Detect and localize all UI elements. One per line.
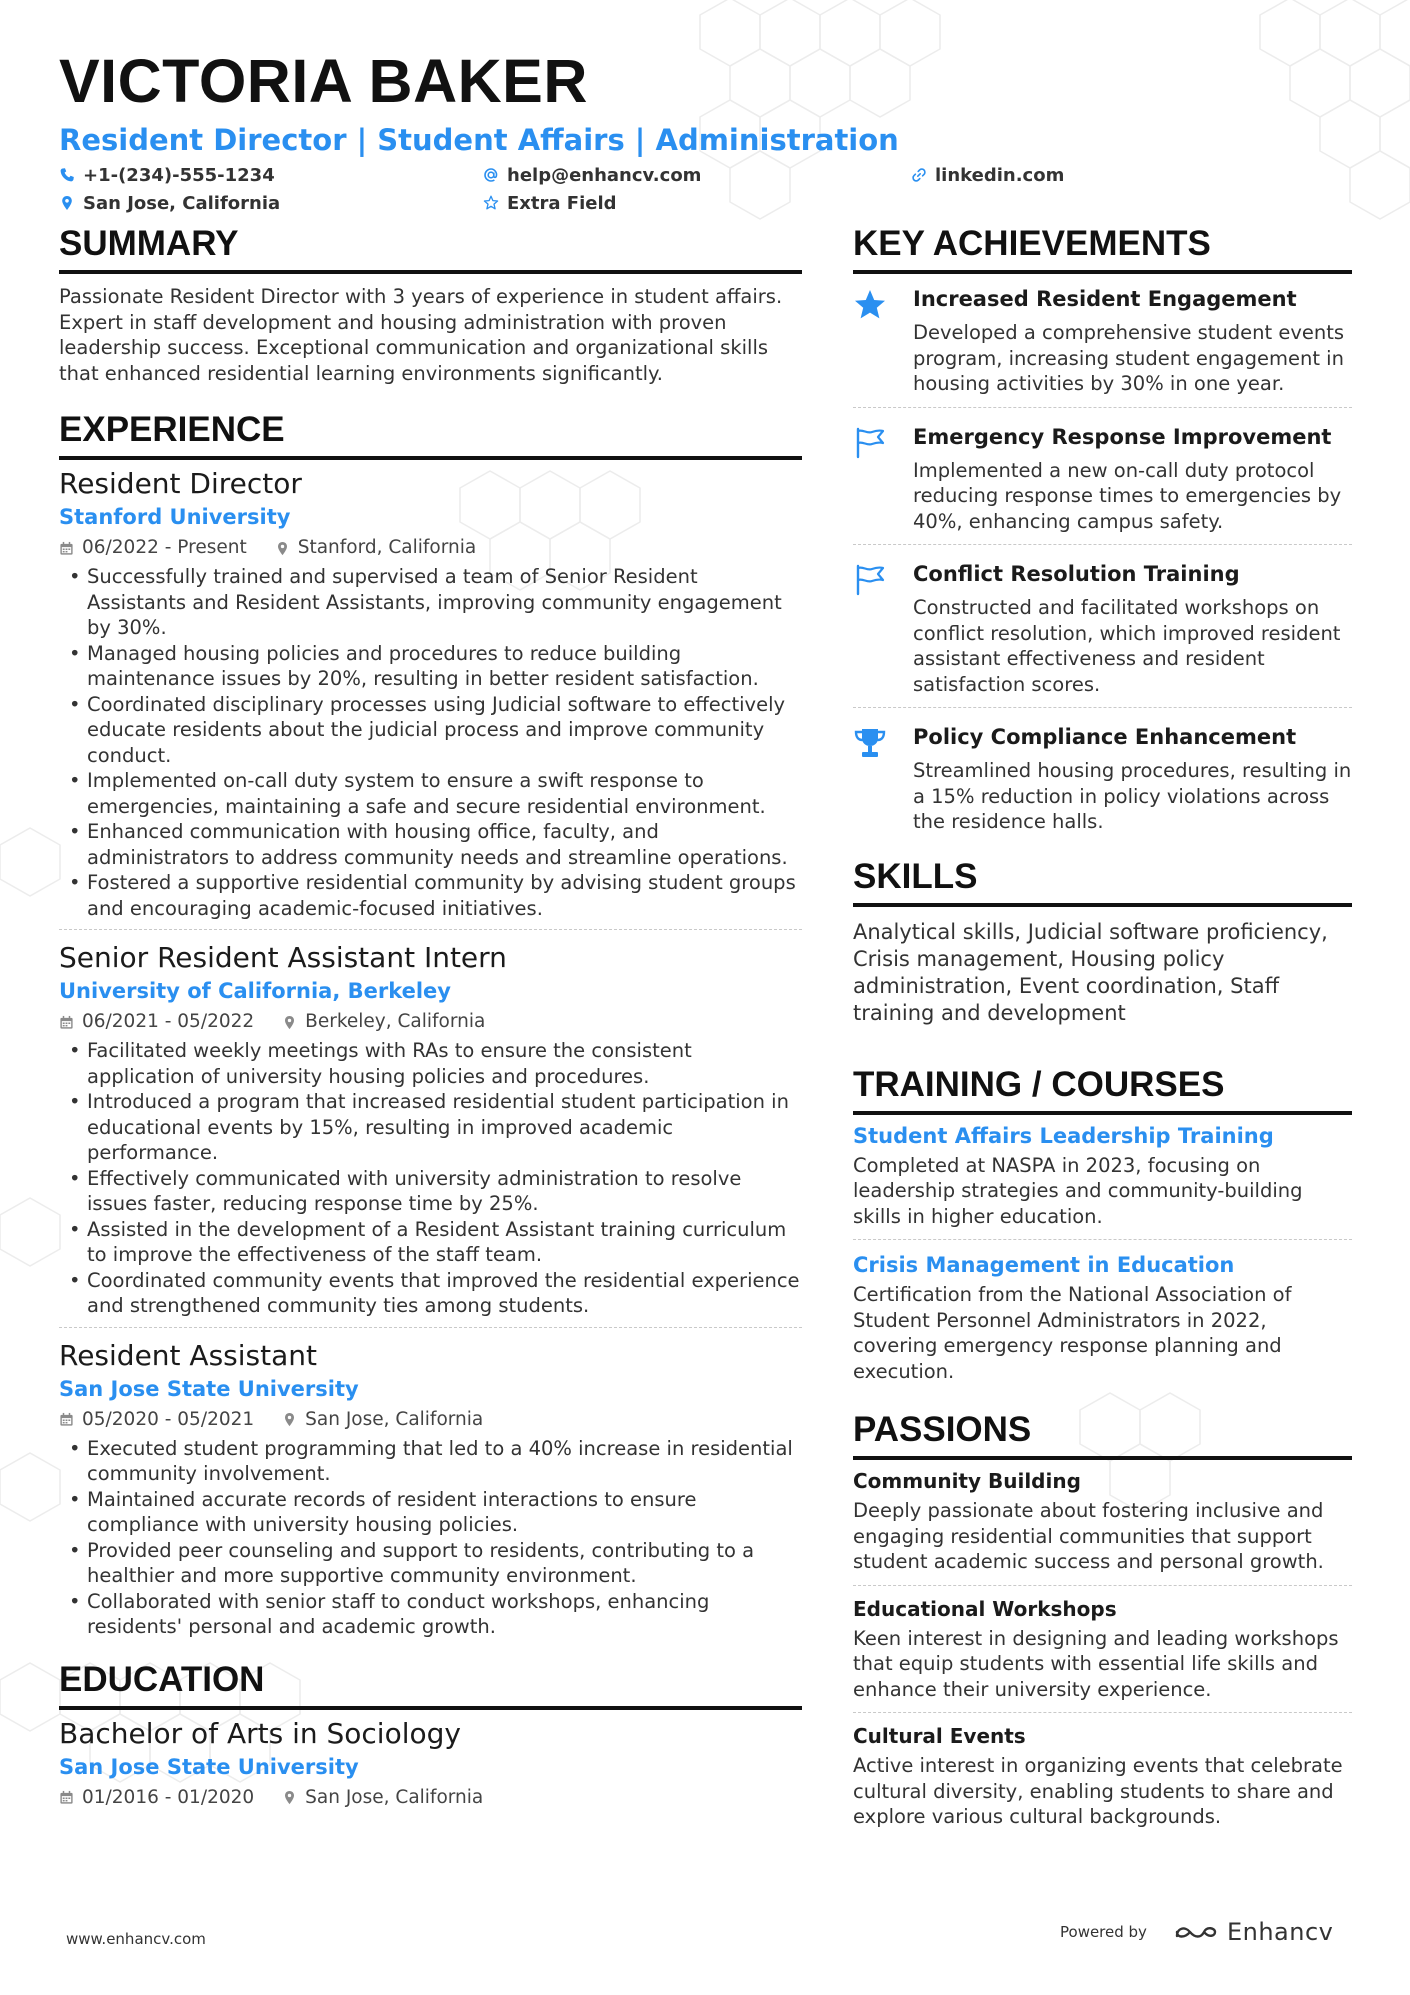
job-bullets — [59, 1038, 802, 1319]
achievement-body — [913, 559, 1352, 697]
experience-section — [59, 408, 802, 1648]
achievement-item — [853, 280, 1352, 408]
bullet-item: • Executed student programming that led to a 40% increase in residential community involvement. — [59, 1436, 802, 1487]
training-section — [853, 1063, 1352, 1395]
map-pin-icon — [59, 195, 75, 211]
job-meta — [59, 534, 802, 562]
skills-title: SKILLS — [853, 855, 1352, 907]
star-outline-icon — [483, 195, 499, 211]
skills-section — [853, 855, 1352, 1027]
summary-section — [59, 222, 802, 386]
extra-field-text: Extra Field — [507, 192, 617, 214]
calendar-icon — [59, 541, 74, 556]
passions-list — [853, 1466, 1352, 1840]
bullet-item: • Enhanced communication with housing office, faculty, and administrators to address community needs and streamline operations. — [59, 819, 802, 870]
achievements-section — [853, 222, 1352, 845]
course-item — [853, 1121, 1352, 1241]
passion-text: Active interest in organizing events that celebrate cultural diversity, enabling students to share and explore various cultural backgrounds. — [853, 1754, 1343, 1828]
passion-text: Keen interest in designing and leading workshops that equip students with essential life skills and enhance their university experience. — [853, 1626, 1339, 1701]
summary-title: SUMMARY — [59, 222, 802, 274]
achievements-title: KEY ACHIEVEMENTS — [853, 222, 1352, 274]
job-location — [275, 534, 477, 562]
right-column — [853, 222, 1352, 1848]
passions-section — [853, 1408, 1352, 1840]
achievement-title: Emergency Response Improvement — [913, 424, 1332, 449]
phone-text: +1-(234)-555-1234 — [83, 164, 275, 186]
passions-title: PASSIONS — [853, 1408, 1352, 1460]
experience-title: EXPERIENCE — [59, 408, 802, 460]
email-text: help@enhancv.com — [507, 164, 702, 186]
bullet-item: • Successfully trained and supervised a team of Senior Resident Assistants and Resident Assistants, improving community engagement by 30%. — [59, 564, 802, 641]
education-location — [282, 1784, 483, 1812]
training-title: TRAINING / COURSES — [853, 1063, 1352, 1115]
footer-website[interactable]: www.enhancv.com — [66, 1930, 206, 1948]
calendar-icon — [59, 1790, 74, 1805]
achievement-title: Policy Compliance Enhancement — [913, 725, 1297, 749]
education-dates — [59, 1784, 254, 1812]
brand-name: Enhancv — [1226, 1918, 1334, 1946]
achievement-body — [913, 284, 1352, 397]
education-location-text: San Jose, California — [305, 1786, 484, 1808]
map-pin-icon — [275, 541, 290, 556]
contact-phone[interactable] — [59, 162, 275, 188]
footer-branding — [1060, 1918, 1333, 1946]
passion-title: Cultural Events — [853, 1724, 1026, 1748]
bullet-item: • Maintained accurate records of resident interactions to ensure compliance with university housing policies. — [59, 1487, 802, 1538]
bullet-item: • Assisted in the development of a Resident Assistant training curriculum to improve the effectiveness of the staff team. — [59, 1217, 802, 1268]
achievement-item — [853, 718, 1352, 845]
passion-item — [853, 1721, 1352, 1840]
achievement-icon-wrap — [853, 284, 913, 397]
job-location — [282, 1406, 483, 1434]
education-dates-text: 01/2016 - 01/2020 — [82, 1786, 255, 1808]
experience-item — [59, 940, 802, 1328]
company-name: Stanford University — [59, 505, 291, 529]
education-title: EDUCATION — [59, 1658, 802, 1710]
calendar-icon — [59, 1015, 74, 1030]
bullet-item: • Introduced a program that increased residential student participation in educational events by 15%, resulting in improved academic performance. — [59, 1089, 802, 1166]
company-name: San Jose State University — [59, 1376, 359, 1401]
contact-extra — [483, 190, 617, 216]
achievement-icon-wrap — [853, 422, 913, 535]
bullet-item: • Provided peer counseling and support to residents, contributing to a healthier and more supportive community environment. — [59, 1538, 802, 1589]
flag-icon — [853, 563, 887, 597]
courses-list — [853, 1121, 1352, 1395]
school-name: San Jose State University — [59, 1754, 359, 1779]
map-pin-icon — [282, 1790, 297, 1805]
course-title: Crisis Management in Education — [853, 1253, 1235, 1277]
education-section — [59, 1658, 802, 1812]
left-column — [59, 222, 802, 1812]
job-dates — [59, 534, 247, 562]
achievement-body — [913, 722, 1352, 835]
job-meta — [59, 1406, 802, 1434]
experience-item — [59, 1338, 802, 1648]
achievement-text: Implemented a new on-call duty protocol reducing response times to emergencies by 40%, enhancing campus safety. — [913, 458, 1342, 533]
job-location-text: Stanford, California — [297, 537, 477, 558]
course-title: Student Affairs Leadership Training — [853, 1123, 1274, 1148]
job-bullets — [59, 564, 802, 921]
map-pin-icon — [282, 1412, 297, 1427]
summary-text: Passionate Resident Director with 3 years of experience in student affairs. Expert in staff development and housing administration with proven leadership success. Exceptional communication and organizational skills that enhanced residential learning environments significantly. — [59, 285, 783, 385]
achievement-icon-wrap — [853, 559, 913, 697]
job-location-text: Berkeley, California — [305, 1011, 486, 1032]
passion-title: Community Building — [853, 1469, 1081, 1493]
job-dates-text: 05/2020 - 05/2021 — [82, 1408, 255, 1430]
achievement-item — [853, 418, 1352, 546]
trophy-icon — [853, 726, 887, 760]
achievement-body — [913, 422, 1352, 535]
map-pin-icon — [282, 1015, 297, 1030]
skills-text: Analytical skills, Judicial software proficiency, Crisis management, Housing policy administration, Event coordination, Staff training and development — [853, 919, 1328, 1025]
achievements-list — [853, 280, 1352, 845]
degree-title: Bachelor of Arts in Sociology — [59, 1716, 461, 1750]
bullet-item: • Coordinated community events that improved the residential experience and strengthened community ties among students. — [59, 1268, 802, 1319]
course-text: Certification from the National Association of Student Personnel Administrators in 2022, covering emergency response planning and execution. — [853, 1283, 1292, 1383]
job-dates-text: 06/2022 - Present — [82, 537, 247, 558]
job-dates-text: 06/2021 - 05/2022 — [82, 1011, 255, 1032]
contact-info — [59, 162, 1359, 222]
bullet-item: • Fostered a supportive residential community by advising student groups and encouraging academic-focused initiatives. — [59, 870, 802, 921]
phone-icon — [59, 167, 75, 183]
bullet-item: • Collaborated with senior staff to conduct workshops, enhancing residents' personal and academic growth. — [59, 1589, 802, 1640]
achievement-icon-wrap — [853, 722, 913, 835]
bullet-item: • Effectively communicated with university administration to resolve issues faster, reducing response time by 25%. — [59, 1166, 802, 1217]
flag-icon — [853, 426, 887, 460]
candidate-headline: Resident Director | Student Affairs | Administration — [59, 123, 899, 157]
bullet-item: • Coordinated disciplinary processes using Judicial software to effectively educate residents about the judicial process and improve community conduct. — [59, 692, 802, 769]
job-title: Resident Director — [59, 467, 302, 500]
contact-linkedin[interactable] — [911, 162, 1064, 188]
candidate-name: VICTORIA BAKER — [59, 47, 588, 115]
course-item — [853, 1250, 1352, 1394]
passion-text: Deeply passionate about fostering inclusive and engaging residential communities that support student academic success and personal growth. — [853, 1499, 1324, 1573]
achievement-item — [853, 555, 1352, 708]
job-bullets — [59, 1436, 802, 1640]
at-icon — [483, 167, 499, 183]
job-location — [282, 1008, 485, 1036]
bullet-item: • Implemented on-call duty system to ensure a swift response to emergencies, maintaining a safe and secure residential environment. — [59, 768, 802, 819]
achievement-text: Developed a comprehensive student events program, increasing student engagement in housing activities by 30% in one year. — [913, 321, 1345, 395]
course-text: Completed at NASPA in 2023, focusing on leadership strategies and community-building skills in higher education. — [853, 1153, 1303, 1228]
linkedin-text: linkedin.com — [935, 164, 1065, 186]
contact-email[interactable] — [483, 162, 701, 188]
achievement-text: Constructed and facilitated workshops on conflict resolution, which improved resident assistant effectiveness and resident satisfaction scores. — [913, 596, 1341, 696]
experience-list — [59, 466, 802, 1648]
job-title: Resident Assistant — [59, 1338, 317, 1372]
powered-by-text: Powered by — [1060, 1923, 1147, 1941]
bullet-item: • Facilitated weekly meetings with RAs to ensure the consistent application of university housing policies and procedures. — [59, 1038, 802, 1089]
job-location-text: San Jose, California — [305, 1408, 484, 1430]
achievement-title: Conflict Resolution Training — [913, 562, 1240, 586]
star-icon — [853, 288, 887, 322]
passion-item — [853, 1466, 1352, 1586]
enhancv-logo-icon — [1173, 1920, 1219, 1944]
resume-header — [59, 42, 1359, 222]
job-title: Senior Resident Assistant Intern — [59, 941, 507, 974]
link-icon — [911, 167, 927, 183]
job-meta — [59, 1008, 802, 1036]
job-dates — [59, 1008, 254, 1036]
achievement-title: Increased Resident Engagement — [913, 287, 1297, 311]
experience-item — [59, 466, 802, 930]
passion-title: Educational Workshops — [853, 1596, 1117, 1621]
job-dates — [59, 1406, 254, 1434]
calendar-icon — [59, 1412, 74, 1427]
bullet-item: • Managed housing policies and procedures to reduce building maintenance issues by 20%, resulting in better resident satisfaction. — [59, 641, 802, 692]
company-name: University of California, Berkeley — [59, 979, 451, 1003]
education-meta — [59, 1784, 802, 1812]
achievement-text: Streamlined housing procedures, resulting in a 15% reduction in policy violations across the residence halls. — [913, 759, 1352, 833]
passion-item — [853, 1594, 1352, 1714]
location-text: San Jose, California — [83, 192, 281, 214]
contact-location — [59, 190, 280, 216]
